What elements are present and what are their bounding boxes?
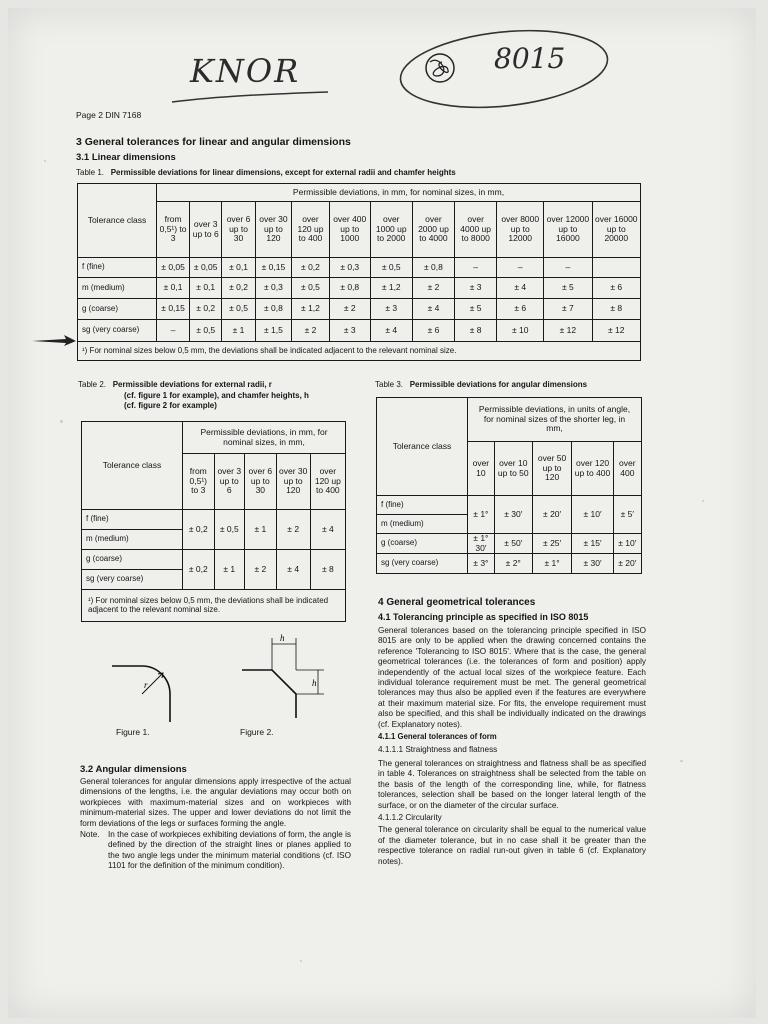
- table3-cell: ± 25′: [532, 534, 572, 554]
- table1-class: sg (very coarse): [78, 320, 157, 342]
- table3-class: sg (very coarse): [377, 554, 468, 574]
- table2-caption: [78, 380, 309, 412]
- table1-class-header: Tolerance class: [78, 184, 157, 258]
- note-text: In the case of workpieces exhibiting deviations of form, the angle is defined by the direction of the straight lines or planes applied to the two angle legs under the minimum material conditions (cf. ISO 1101 for the definition of the minimum condition).: [108, 830, 351, 871]
- table3-class-header: Tolerance class: [377, 398, 468, 496]
- table1-cell: ± 4: [497, 278, 544, 299]
- table1-caption: [76, 168, 456, 177]
- table3-range: over 120 up to 400: [572, 442, 613, 496]
- table2-cell: ± 4: [276, 550, 310, 590]
- table1-cell: ± 7: [544, 299, 592, 320]
- table1-cell: ± 1,5: [255, 320, 291, 342]
- table3: [376, 397, 642, 574]
- table3-cell: ± 50′: [494, 534, 532, 554]
- table1-range: over 8000 up to 12000: [497, 202, 544, 258]
- table1-cell: ± 2: [292, 320, 330, 342]
- figure-2-label: Figure 2.: [240, 727, 274, 737]
- table3-cell: ± 30′: [572, 554, 613, 574]
- table1-cell: ± 2: [412, 278, 454, 299]
- table1-cell: [592, 258, 640, 278]
- table3-cell: ± 5′: [613, 496, 641, 534]
- table2-class: g (coarse): [82, 550, 183, 570]
- table1-cell: ± 0,15: [157, 299, 190, 320]
- table1-range: over 3 up to 6: [190, 202, 222, 258]
- table2-range: from 0,5¹) to 3: [183, 454, 215, 510]
- scan-speck: [300, 960, 302, 962]
- table1-footnote: ¹) For nominal sizes below 0,5 mm, the deviations shall be indicated adjacent to the relevant nominal size.: [78, 342, 641, 361]
- table1: [77, 183, 641, 361]
- scan-speck: [60, 420, 63, 423]
- table1-caption-number: Table 1.: [76, 168, 105, 177]
- table3-range: over 10 up to 50: [494, 442, 532, 496]
- scan-speck: [702, 500, 704, 502]
- table1-cell: ± 12: [544, 320, 592, 342]
- table3-class: m (medium): [377, 515, 468, 534]
- table2-caption-number: Table 2.: [78, 380, 107, 389]
- table3-caption: [375, 380, 587, 389]
- table2-cell: ± 0,2: [183, 510, 215, 550]
- section-3-2-body: [80, 777, 351, 872]
- table1-range: over 4000 up to 8000: [455, 202, 497, 258]
- table1-cell: ± 8: [455, 320, 497, 342]
- table1-cell: ± 6: [412, 320, 454, 342]
- table1-cell: ± 5: [455, 299, 497, 320]
- table3-range: over 10: [468, 442, 495, 496]
- table3-range: over 50 up to 120: [532, 442, 572, 496]
- table2-cell: ± 1: [244, 510, 276, 550]
- table1-cell: ± 8: [592, 299, 640, 320]
- table1-cell: –: [157, 320, 190, 342]
- section-4-1-title: 4.1 Tolerancing principle as specified in ISO 8015: [378, 612, 589, 622]
- table1-cell: ± 1,2: [292, 299, 330, 320]
- table3-cell: ± 1° 30′: [468, 534, 495, 554]
- table3-cell: ± 10′: [613, 534, 641, 554]
- table2-cell: ± 1: [214, 550, 244, 590]
- table1-range: over 16000 up to 20000: [592, 202, 640, 258]
- figure-1-label: Figure 1.: [116, 727, 150, 737]
- table1-cell: ± 0,1: [222, 258, 256, 278]
- table1-cell: ± 0,1: [157, 278, 190, 299]
- table2-cell: ± 0,5: [214, 510, 244, 550]
- table3-cell: ± 20′: [532, 496, 572, 534]
- table1-cell: –: [455, 258, 497, 278]
- table1-cell: ± 0,1: [190, 278, 222, 299]
- table2-caption-line2: (cf. figure 1 for example), and chamfer heights, h: [124, 390, 309, 400]
- table2-caption-line1: Permissible deviations for external radii, r: [112, 380, 272, 389]
- section-3-2-paragraph: General tolerances for angular dimensions apply irrespective of the actual dimensions of the lengths, i.e. the angular deviations may occur both on workpieces with maximum-material sizes and on workpieces with minimum-material sizes. The upper and lower deviations do not limit the form deviations of the legs or surfaces forming the angle.: [80, 777, 351, 828]
- table2-cell: ± 8: [310, 550, 345, 590]
- table1-cell: ± 6: [592, 278, 640, 299]
- table1-cell: ± 0,8: [329, 278, 370, 299]
- table3-class: g (coarse): [377, 534, 468, 554]
- table1-cell: ± 0,3: [255, 278, 291, 299]
- table1-cell: ± 0,2: [190, 299, 222, 320]
- table3-cell: ± 20′: [613, 554, 641, 574]
- table1-span-header: Permissible deviations, in mm, for nominal sizes, in mm,: [157, 184, 641, 202]
- section-3-1-title: 3.1 Linear dimensions: [76, 152, 176, 163]
- table2-range: over 30 up to 120: [276, 454, 310, 510]
- figure-2-top-h-label: h: [280, 633, 285, 643]
- table1-range: from 0,5¹) to 3: [157, 202, 190, 258]
- table1-cell: ± 3: [370, 299, 412, 320]
- table1-cell: –: [544, 258, 592, 278]
- table2-class: m (medium): [82, 530, 183, 550]
- table3-cell: ± 1°: [468, 496, 495, 534]
- table1-cell: ± 0,8: [412, 258, 454, 278]
- handwritten-note-left: KNOR: [190, 52, 301, 90]
- table2: [81, 421, 346, 622]
- table2-range: over 120 up to 400: [310, 454, 345, 510]
- section-4-1-1-title: 4.1.1 General tolerances of form: [378, 732, 497, 742]
- figure-2-side-h-label: h: [312, 678, 317, 688]
- table1-cell: ± 4: [370, 320, 412, 342]
- table1-cell: ± 1,2: [370, 278, 412, 299]
- section-3-2-note: [80, 830, 351, 872]
- scan-speck: [44, 160, 46, 162]
- section-4-1-paragraph: General tolerances based on the tolerancing principle specified in ISO 8015 are only to be applied when the drawing concerned contains the reference 'Tolerancing to ISO 8015'. Where that is the case, the general geometrical tolerances (i.e. the tolerances of form and position) apply independently of the actual local sizes of the workpiece feature. Each individual tolerance requirement must be met. The general geometrical tolerances may thus also be applied even if the features are everywhere at their maximum material size. For fits, the envelope requirement must also be specified, and this shall be individually indicated on the drawings (cf. Explanatory notes).: [378, 626, 646, 729]
- table1-range: over 6 up to 30: [222, 202, 256, 258]
- table1-cell: ± 0,5: [190, 320, 222, 342]
- table1-cell: ± 6: [497, 299, 544, 320]
- section-4-1-body: [378, 626, 646, 867]
- section-3-title: 3 General tolerances for linear and angular dimensions: [76, 136, 351, 148]
- table1-cell: ± 2: [329, 299, 370, 320]
- table1-cell: ± 0,05: [190, 258, 222, 278]
- table2-footnote: ¹) For nominal sizes below 0,5 mm, the deviations shall be indicated adjacent to the relevant nominal size.: [82, 590, 346, 622]
- table2-class: sg (very coarse): [82, 570, 183, 590]
- table3-cell: ± 1°: [532, 554, 572, 574]
- table2-class: f (fine): [82, 510, 183, 530]
- table2-range: over 6 up to 30: [244, 454, 276, 510]
- table2-cell: ± 2: [244, 550, 276, 590]
- table1-cell: ± 1: [222, 320, 256, 342]
- section-4-title: 4 General geometrical tolerances: [378, 597, 536, 608]
- note-label: Note.: [80, 830, 100, 840]
- table1-class: m (medium): [78, 278, 157, 299]
- table1-cell: ± 12: [592, 320, 640, 342]
- table1-cell: ± 10: [497, 320, 544, 342]
- table1-range: over 1000 up to 2000: [370, 202, 412, 258]
- figure-1-drawing: [108, 656, 178, 726]
- scan-speck: [680, 760, 683, 762]
- table1-range: over 12000 up to 16000: [544, 202, 592, 258]
- table1-cell: ± 3: [329, 320, 370, 342]
- table1-cell: ± 3: [455, 278, 497, 299]
- table2-cell: ± 4: [310, 510, 345, 550]
- table1-cell: –: [497, 258, 544, 278]
- table1-cell: ± 0,5: [222, 299, 256, 320]
- table1-range: over 2000 up to 4000: [412, 202, 454, 258]
- table1-cell: ± 4: [412, 299, 454, 320]
- table3-caption-text: Permissible deviations for angular dimensions: [409, 380, 588, 389]
- page-header: Page 2 DIN 7168: [76, 110, 142, 120]
- table1-caption-text: Permissible deviations for linear dimensions, except for external radii and chamfer heights: [110, 168, 456, 177]
- handwritten-note-right: 8015: [494, 42, 566, 75]
- section-4-1-1-1-paragraph: The general tolerances on straightness and flatness shall be as specified in table 4. Tolerances on straightness shall be selected from the table on the basis of the length of the corresponding line, while, for flatness tolerances, selection shall be based on the longer lateral length of the surface, or on the diameter of the circular surface.: [378, 758, 646, 810]
- table1-cell: ± 5: [544, 278, 592, 299]
- table3-cell: ± 30′: [494, 496, 532, 534]
- figure-2-drawing: [238, 630, 328, 720]
- table1-cell: ± 0,5: [370, 258, 412, 278]
- table3-class: f (fine): [377, 496, 468, 515]
- table3-range: over 400: [613, 442, 641, 496]
- section-4-1-1-2-title: 4.1.1.2 Circularity: [378, 812, 442, 822]
- table2-cell: ± 0,2: [183, 550, 215, 590]
- section-4-1-1-1-title: 4.1.1.1 Straightness and flatness: [378, 745, 498, 755]
- section-3-2-title: 3.2 Angular dimensions: [80, 764, 187, 775]
- table3-cell: ± 2°: [494, 554, 532, 574]
- table1-cell: ± 0,2: [222, 278, 256, 299]
- section-4-1-1-2-paragraph: The general tolerance on circularity shall be equal to the numerical value of the diameter tolerance, but in no case shall it be greater than the respective tolerance on radial run-out given in table 6 (cf. Explanatory notes).: [378, 825, 646, 866]
- table1-cell: ± 0,05: [157, 258, 190, 278]
- table3-cell: ± 10′: [572, 496, 613, 534]
- table1-cell: ± 0,5: [292, 278, 330, 299]
- table2-range: over 3 up to 6: [214, 454, 244, 510]
- table1-range: over 400 up to 1000: [329, 202, 370, 258]
- arrow-pointer-icon: [30, 333, 78, 349]
- table3-cell: ± 15′: [572, 534, 613, 554]
- table2-class-header: Tolerance class: [82, 422, 183, 510]
- table1-range: over 120 up to 400: [292, 202, 330, 258]
- table1-class: g (coarse): [78, 299, 157, 320]
- table2-caption-line3: (cf. figure 2 for example): [124, 401, 217, 410]
- table1-class: f (fine): [78, 258, 157, 278]
- table3-span-header: Permissible deviations, in units of angle, for nominal sizes of the shorter leg, in mm,: [468, 398, 642, 442]
- table1-cell: ± 0,2: [292, 258, 330, 278]
- table2-cell: ± 2: [276, 510, 310, 550]
- table1-cell: ± 0,8: [255, 299, 291, 320]
- handwritten-underline: [170, 90, 330, 106]
- table1-cell: ± 0,15: [255, 258, 291, 278]
- table3-caption-number: Table 3.: [375, 380, 404, 389]
- table1-cell: ± 0,3: [329, 258, 370, 278]
- table3-cell: ± 3°: [468, 554, 495, 574]
- figure-1-radius-label: r: [144, 680, 148, 690]
- table1-range: over 30 up to 120: [255, 202, 291, 258]
- table2-span-header: Permissible deviations, in mm, for nominal sizes, in mm,: [183, 422, 346, 454]
